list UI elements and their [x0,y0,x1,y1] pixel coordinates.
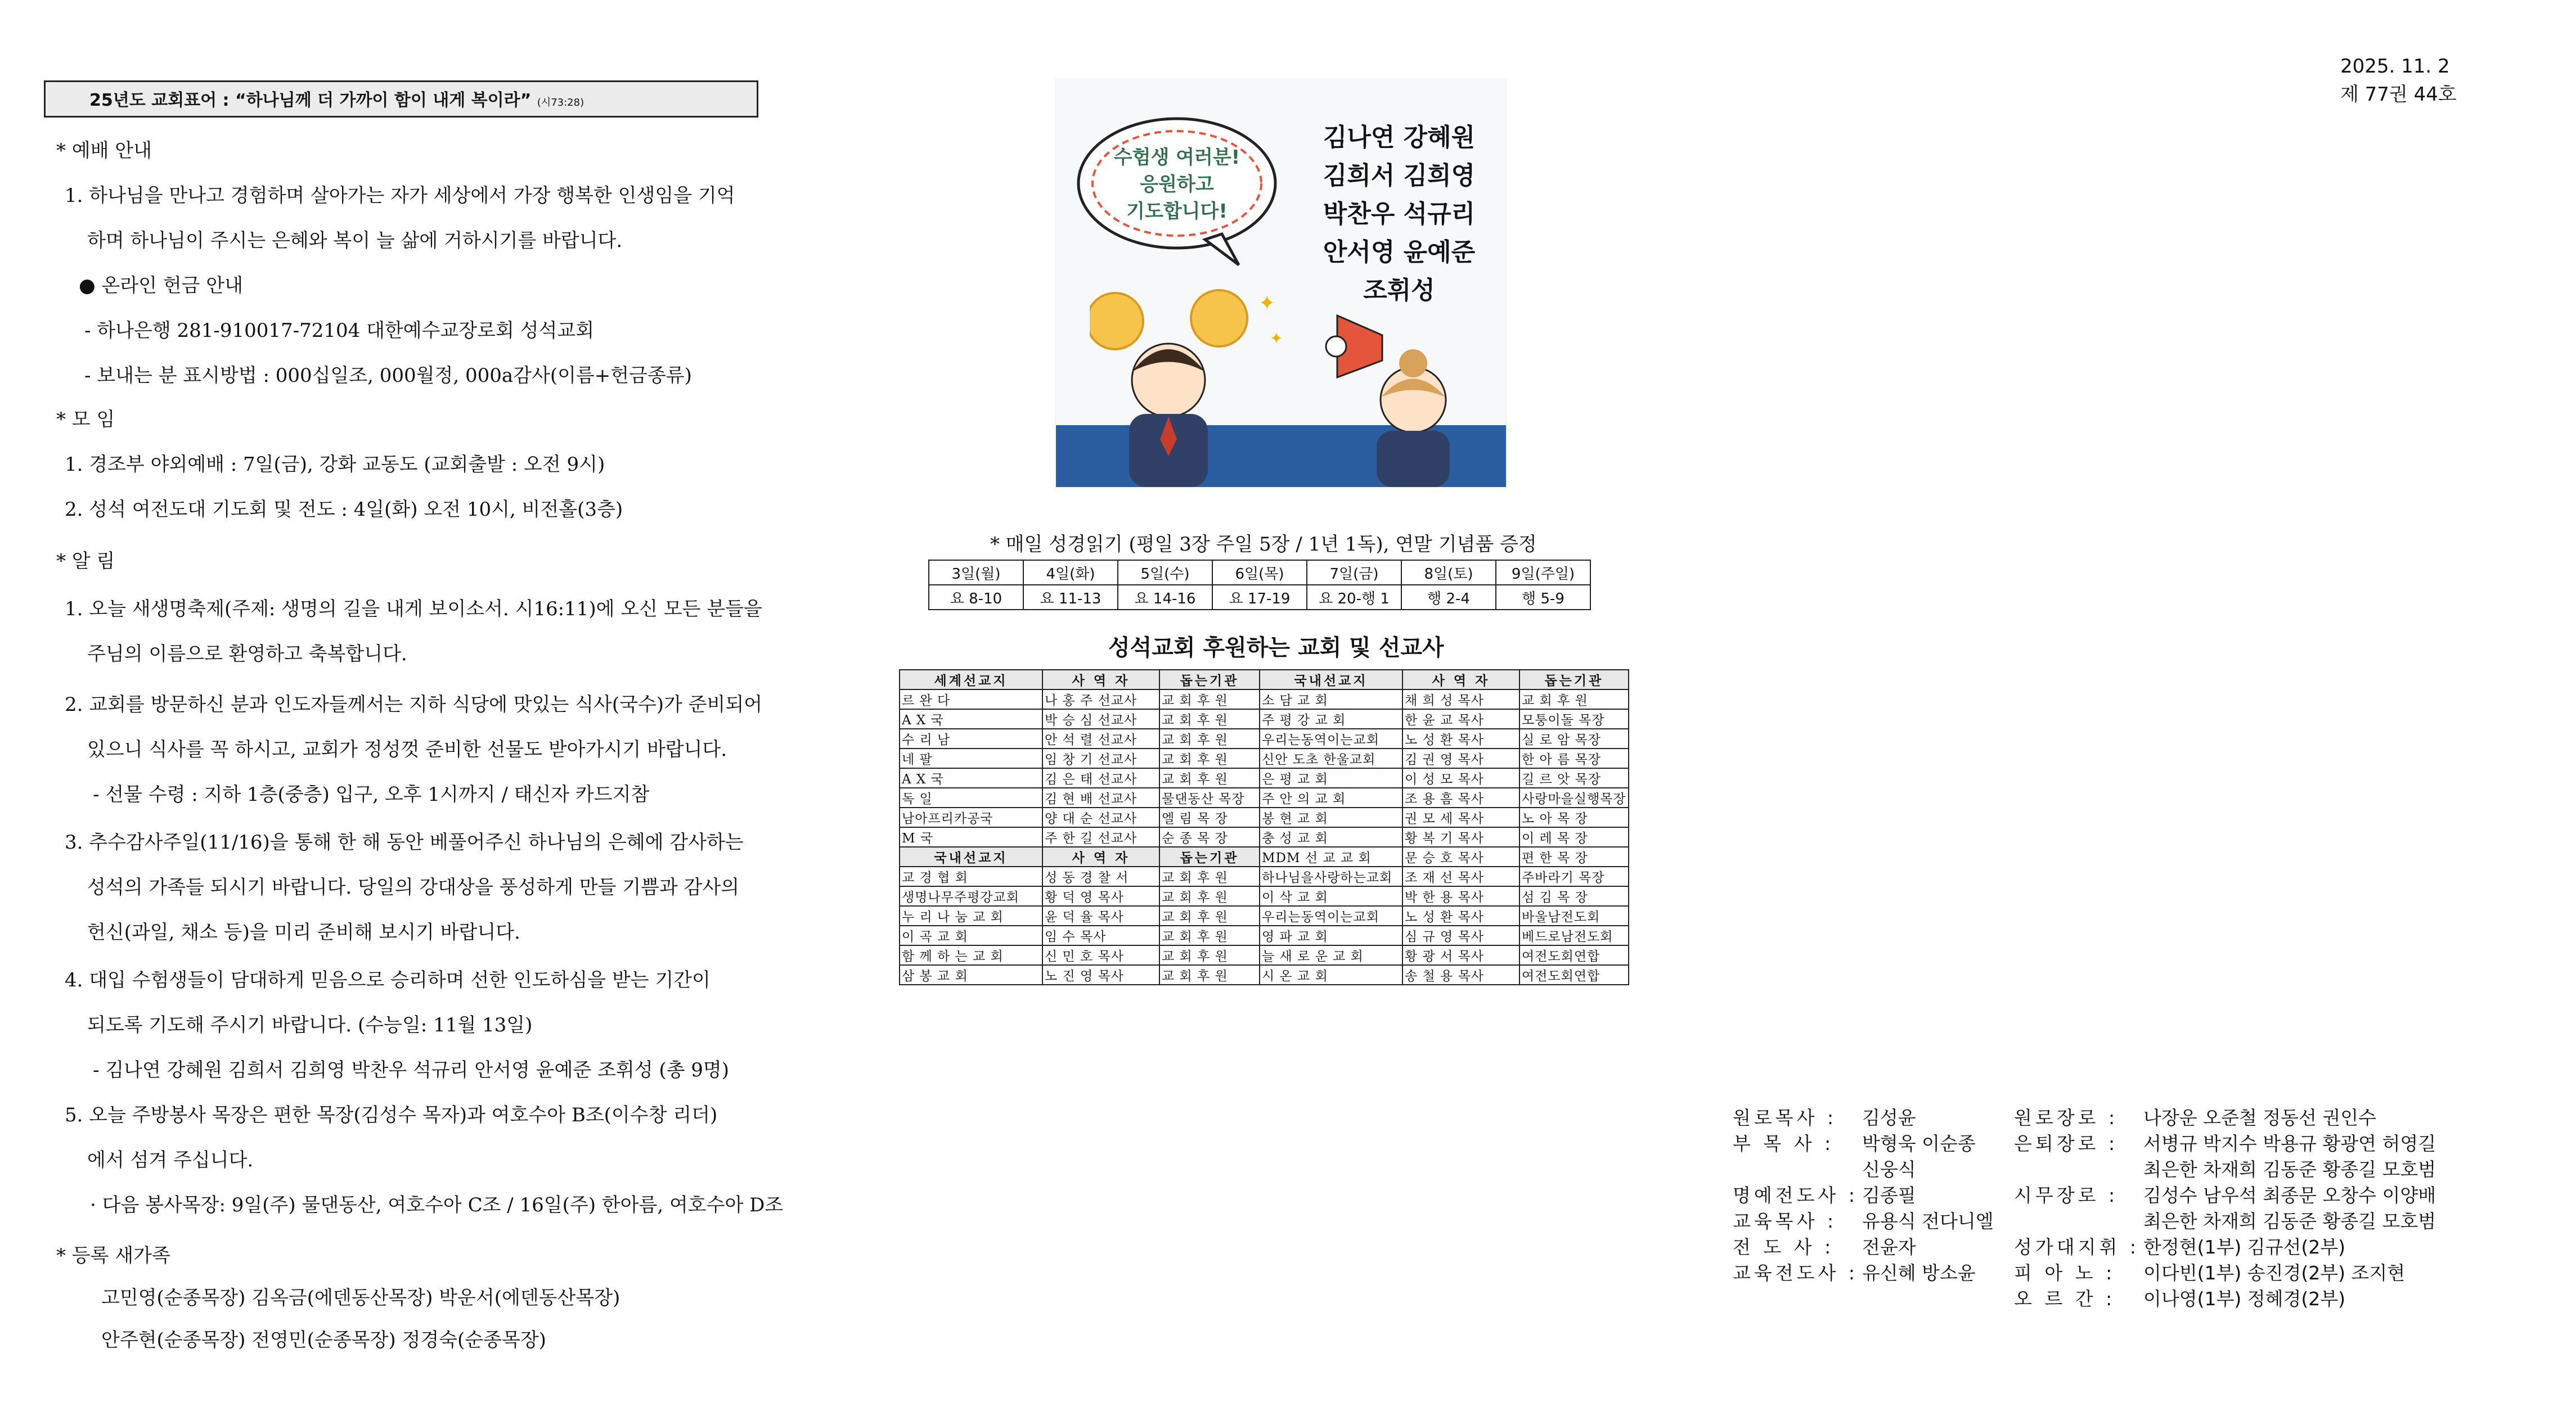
staff-names: 신웅식 [1862,1158,1916,1180]
staff-role: 오 르 간 : [2014,1288,2116,1310]
missions-cell: 모퉁이돌 목장 [1519,709,1629,729]
missions-cell: 르 완 다 [900,689,1042,709]
missions-table [899,669,1629,985]
staff-role: 피 아 노 : [2014,1262,2116,1284]
names-line3: 박찬우 석규리 [1323,200,1476,228]
missions-cell: 안 석 렬 선교사 [1042,729,1159,749]
missions-header-world: 세계선교지 [900,670,1042,689]
missions-cell: 주 평 강 교 회 [1260,709,1402,729]
missions-cell: 교 회 후 원 [1159,867,1260,886]
missions-cell: 은 평 교 회 [1260,768,1402,788]
missions-header-missionary: 사 역 자 [1402,670,1519,689]
staff-names: 김종필 [1862,1184,1916,1206]
missions-cell: 교 회 후 원 [1159,906,1260,926]
missions-cell: 남아프리카공국 [900,808,1042,827]
worship-title: * 예배 안내 [56,139,152,162]
missions-cell: 주바라기 목장 [1519,867,1629,886]
staff-line [2014,1260,2436,1286]
missions-row [900,847,1629,867]
missions-cell: 여전도회연합 [1519,945,1629,965]
missions-cell: A X 국 [900,768,1042,788]
bubble-line3: 기도합니다! [1126,200,1228,223]
missions-cell: 우리는동역이는교회 [1260,729,1402,749]
missions-row [900,965,1629,985]
names-line4: 안서영 윤예준 [1323,238,1476,267]
missions-cell: 봉 현 교 회 [1260,808,1402,827]
missions-row [900,808,1629,827]
missions-row [900,749,1629,768]
missions-cell: 교 회 후 원 [1159,886,1260,906]
staff-line [2014,1209,2436,1234]
missions-cell: 노 진 영 목사 [1042,965,1159,985]
missions-cell: 교 회 후 원 [1159,689,1260,709]
staff-line [1733,1157,1994,1183]
missions-cell: 노 성 환 목사 [1402,729,1519,749]
staff-names: 이나영(1부) 정혜경(2부) [2143,1288,2346,1310]
missions-cell: 교 회 후 원 [1159,965,1260,985]
missions-row [900,867,1629,886]
missions-cell: 황 광 서 목사 [1402,945,1519,965]
missions-cell: 함 께 하 는 교 회 [900,945,1042,965]
missions-row [900,670,1629,689]
staff-names: 박형욱 이순종 [1862,1133,1976,1155]
staff-line [2014,1234,2436,1260]
missions-cell: 네 팔 [900,749,1042,768]
notice-1b: 주님의 이름으로 환영하고 축복합니다. [87,643,407,665]
students-drawing [1090,287,1495,487]
svg-text:✦: ✦ [1258,292,1276,315]
bible-reading-cell: 요 11-13 [1023,585,1118,610]
staff-line [1733,1234,1994,1260]
missions-cell: 이 성 모 목사 [1402,768,1519,788]
missions-cell: MDM 선 교 교 회 [1260,847,1402,867]
missions-row [900,906,1629,926]
issue-volume: 제 77권 44호 [2340,83,2457,106]
missions-header-domestic: 국내선교지 [900,847,1042,867]
missions-cell: 영 파 교 회 [1260,926,1402,945]
bible-reading-cell: 행 2-4 [1401,585,1496,610]
issue-info [2340,52,2457,109]
notice-3a: 3. 추수감사주일(11/16)을 통해 한 해 동안 베풀어주신 하나님의 은혜에 감사하는 [65,831,744,854]
bible-day-cell: 9일(주일) [1496,560,1590,585]
staff-right [2014,1105,2436,1312]
missions-cell: 교 회 후 원 [1159,709,1260,729]
missions-row [900,768,1629,788]
missions-cell: 베드로남전도회 [1519,926,1629,945]
staff-line [2014,1286,2436,1312]
missions-cell: 이 레 목 장 [1519,827,1629,847]
missions-row [900,729,1629,749]
missions-cell: 우리는동역이는교회 [1260,906,1402,926]
meeting-item1: 1. 경조부 야외예배 : 7일(금), 강화 교동도 (교회출발 : 오전 9시) [65,453,605,476]
missions-cell: 임 수 목사 [1042,926,1159,945]
missions-cell: 노 아 목 장 [1519,808,1629,827]
missions-cell: 편 한 목 장 [1519,847,1629,867]
notice-2b: 있으니 식사를 꼭 하시고, 교회가 정성껏 준비한 선물도 받아가시기 바랍니다. [87,738,727,761]
bible-reading-cell: 행 5-9 [1496,585,1590,610]
missions-cell: 박 한 용 목사 [1402,886,1519,906]
bible-day-cell: 4일(화) [1023,560,1118,585]
missions-cell: 신 민 호 목사 [1042,945,1159,965]
online-bank-account: - 하나은행 281-910017-72104 대한예수교장로회 성석교회 [84,319,595,342]
staff-line [1733,1260,1994,1286]
staff-names: 최은한 차재희 김동준 황종길 모호범 [2143,1158,2436,1180]
missions-cell: 누 리 나 눔 교 회 [900,906,1042,926]
notice-title: * 알 림 [56,550,115,572]
bible-day-cell: 6일(목) [1212,560,1307,585]
staff-role: 교육목사 : [1733,1210,1837,1232]
notice-5b: 에서 섬겨 주십니다. [87,1149,254,1171]
missions-cell: 생명나무주평강교회 [900,886,1042,906]
svg-text:✦: ✦ [1270,329,1283,348]
bible-day-cell: 5일(수) [1118,560,1212,585]
bible-day-cell: 7일(금) [1307,560,1401,585]
missions-cell: 김 권 영 목사 [1402,749,1519,768]
missions-cell: 송 철 용 목사 [1402,965,1519,985]
missions-cell: 물댄동산 목장 [1159,788,1260,808]
missions-row [900,788,1629,808]
notice-2c: - 선물 수령 : 지하 1층(중층) 입구, 오후 1시까지 / 태신자 카드지참 [93,783,650,806]
motto-reference: (시73:28) [537,97,585,109]
missions-row [900,689,1629,709]
missions-cell: 여전도회연합 [1519,965,1629,985]
names-line5: 조휘성 [1363,276,1435,305]
staff-line [1733,1105,1994,1131]
missions-cell: M 국 [900,827,1042,847]
motto-text: 25년도 교회표어 : “하나님께 더 가까이 함이 내게 복이라” [89,91,532,110]
register-title: * 등록 새가족 [56,1245,170,1267]
missions-row [900,945,1629,965]
missions-cell: 한 아 름 목장 [1519,749,1629,768]
missions-cell: 성 동 경 찰 서 [1042,867,1159,886]
missions-header-missionary: 사 역 자 [1042,670,1159,689]
staff-names: 최은한 차재희 김동준 황종길 모호범 [2143,1210,2436,1232]
missions-row [900,926,1629,945]
worship-item1-b: 하며 하나님이 주시는 은혜와 복이 늘 삶에 거하시기를 바랍니다. [87,229,623,252]
missions-cell: 수 리 남 [900,729,1042,749]
missions-cell: 양 대 순 선교사 [1042,808,1159,827]
register-line1: 고민영(순종목장) 김옥금(에덴동산목장) 박운서(에덴동산목장) [101,1287,621,1309]
missions-cell: 길 르 앗 목장 [1519,768,1629,788]
missions-cell: 교 회 후 원 [1159,945,1260,965]
missions-cell: 채 희 성 목사 [1402,689,1519,709]
register-line2: 안주현(순종목장) 전영민(순종목장) 정경숙(순종목장) [101,1329,546,1351]
missions-title: 성석교회 후원하는 교회 및 선교사 [1108,635,1444,661]
notice-4a: 4. 대입 수험생들이 담대하게 믿음으로 승리하며 선한 인도하심을 받는 기간이 [65,969,711,991]
missions-cell: 신안 도초 한울교회 [1260,749,1402,768]
staff-names: 서병규 박지수 박용규 황광연 허영길 [2143,1133,2436,1155]
staff-line [2014,1105,2436,1131]
missions-cell: 사랑마을실행목장 [1519,788,1629,808]
missions-cell: 권 모 세 목사 [1402,808,1519,827]
missions-cell: A X 국 [900,709,1042,729]
missions-cell: 교 회 후 원 [1159,926,1260,945]
notice-3b: 성석의 가족들 되시기 바랍니다. 당일의 강대상을 풍성하게 만들 기쁨과 감사의 [87,876,740,899]
names-line1: 김나연 강혜원 [1323,123,1476,152]
missions-cell: 시 온 교 회 [1260,965,1402,985]
staff-names: 이다빈(1부) 송진경(2부) 조지현 [2143,1262,2406,1284]
staff-role: 명예전도사 : [1733,1184,1858,1206]
notice-4c: - 김나연 강혜원 김희서 김희영 박찬우 석규리 안서영 윤예준 조휘성 (총 9명) [93,1059,730,1081]
missions-cell: 조 재 선 목사 [1402,867,1519,886]
missions-cell: 노 성 환 목사 [1402,906,1519,926]
exam-cheer-illustration [1055,79,1507,488]
missions-cell: 이 곡 교 회 [900,926,1042,945]
staff-line [1733,1131,1994,1157]
staff-role: 교육전도사 : [1733,1262,1858,1284]
staff-line [2014,1183,2436,1209]
staff-line [2014,1131,2436,1157]
staff-names: 유신혜 방소윤 [1862,1262,1976,1284]
missions-cell: 한 윤 교 목사 [1402,709,1519,729]
missions-cell: 황 덕 영 목사 [1042,886,1159,906]
bible-reading-caption: * 매일 성경읽기 (평일 3장 주일 5장 / 1년 1독), 연말 기념품 증정 [990,533,1537,556]
missions-cell: 늘 새 로 운 교 회 [1260,945,1402,965]
missions-cell: 실 로 암 목장 [1519,729,1629,749]
bible-day-cell: 8일(토) [1401,560,1496,585]
issue-date: 2025. 11. 2 [2340,55,2450,78]
missions-header-org: 돕는기관 [1519,670,1629,689]
missions-cell: 문 승 호 목사 [1402,847,1519,867]
bubble-line2: 응원하고 [1140,173,1214,196]
notice-4b: 되도록 기도해 주시기 바랍니다. (수능일: 11월 13일) [87,1014,533,1036]
online-sender-method: - 보내는 분 표시방법 : 000십일조, 000월정, 000a감사(이름+헌금종류) [84,364,692,387]
staff-names: 나장운 오준철 정동선 권인수 [2143,1107,2377,1129]
staff-line [2014,1157,2436,1183]
missions-cell: 충 성 교 회 [1260,827,1402,847]
bible-reading-cell: 요 14-16 [1118,585,1212,610]
missions-cell: 임 창 기 선교사 [1042,749,1159,768]
bible-day-cell: 3일(월) [929,560,1023,585]
missions-cell: 엘 림 목 장 [1159,808,1260,827]
missions-cell: 교 회 후 원 [1519,689,1629,709]
notice-3c: 헌신(과일, 채소 등)을 미리 준비해 보시기 바랍니다. [87,921,520,944]
worship-item1-a: 1. 하나님을 만나고 경험하며 살아가는 자가 세상에서 가장 행복한 인생임을 기억 [65,184,735,207]
missions-cell: 교 회 후 원 [1159,749,1260,768]
bubble-text [1081,144,1273,225]
missions-header-missionary: 사 역 자 [1042,847,1159,867]
staff-role: 원로목사 : [1733,1107,1837,1129]
church-motto [44,80,758,118]
missions-cell: 나 홍 주 선교사 [1042,689,1159,709]
bubble-line1: 수험생 여러분! [1113,146,1240,169]
missions-cell: 주 한 길 선교사 [1042,827,1159,847]
notice-5c: · 다음 봉사목장: 9일(주) 물댄동산, 여호수아 C조 / 16일(주) 한아름, 여호수아 D조 [90,1194,784,1216]
missions-cell: 이 삭 교 회 [1260,886,1402,906]
missions-cell: 교 회 후 원 [1159,729,1260,749]
missions-cell: 교 경 협 회 [900,867,1042,886]
staff-names: 전윤자 [1862,1236,1916,1258]
notice-2a: 2. 교회를 방문하신 분과 인도자들께서는 지하 식당에 맛있는 식사(국수)가 준비되어 [65,693,763,716]
missions-cell: 주 안 의 교 회 [1260,788,1402,808]
missions-header-domestic: 국내선교지 [1260,670,1402,689]
staff-left [1733,1105,1994,1286]
missions-cell: 윤 덕 율 목사 [1042,906,1159,926]
missions-cell: 교 회 후 원 [1159,768,1260,788]
bible-row-days [929,560,1590,585]
staff-role: 전 도 사 : [1733,1236,1835,1258]
online-offering-title: ● 온라인 헌금 안내 [79,274,243,297]
staff-line [1733,1209,1994,1234]
student-names [1298,119,1500,310]
missions-row [900,886,1629,906]
missions-cell: 하나님을사랑하는교회 [1260,867,1402,886]
bible-reading-cell: 요 20-행 1 [1307,585,1401,610]
staff-names: 유용식 전다니엘 [1862,1210,1994,1232]
missions-cell: 황 복 기 목사 [1402,827,1519,847]
missions-row [900,709,1629,729]
meeting-item2: 2. 성석 여전도대 기도회 및 전도 : 4일(화) 오전 10시, 비전홀(3층) [65,498,623,521]
staff-names: 한정현(1부) 김규선(2부) [2143,1236,2346,1258]
staff-role: 시무장로 : [2014,1184,2119,1206]
missions-cell: 조 용 흠 목사 [1402,788,1519,808]
missions-row [900,827,1629,847]
staff-line [1733,1183,1994,1209]
missions-cell: 김 현 배 선교사 [1042,788,1159,808]
staff-role: 원로장로 : [2014,1107,2119,1129]
missions-cell: 바울남전도회 [1519,906,1629,926]
notice-5a: 5. 오늘 주방봉사 목장은 편한 목장(김성수 목자)과 여호수아 B조(이수창 리더) [65,1104,718,1126]
bible-row-readings [929,585,1590,610]
staff-role: 성가대지휘 : [2014,1236,2139,1258]
staff-role: 부 목 사 : [1733,1133,1835,1155]
meeting-title: * 모 임 [56,408,115,431]
names-line2: 김희서 김희영 [1323,161,1476,190]
missions-cell: 김 은 태 선교사 [1042,768,1159,788]
staff-names: 김성수 남우석 최종문 오창수 이양배 [2143,1184,2436,1206]
bible-reading-cell: 요 8-10 [929,585,1023,610]
missions-cell: 삼 봉 교 회 [900,965,1042,985]
staff-names: 김성윤 [1862,1107,1916,1129]
missions-cell: 박 승 심 선교사 [1042,709,1159,729]
missions-cell: 독 일 [900,788,1042,808]
missions-cell: 심 규 영 목사 [1402,926,1519,945]
staff-role: 은퇴장로 : [2014,1133,2119,1155]
missions-header-org: 돕는기관 [1159,670,1260,689]
missions-cell: 순 종 목 장 [1159,827,1260,847]
notice-1a: 1. 오늘 새생명축제(주제: 생명의 길을 내게 보이소서. 시16:11)에 오신 모든 분들을 [65,598,762,620]
missions-cell: 소 담 교 회 [1260,689,1402,709]
bible-reading-cell: 요 17-19 [1212,585,1307,610]
missions-cell: 섬 김 목 장 [1519,886,1629,906]
missions-header-org: 돕는기관 [1159,847,1260,867]
bible-reading-table [928,560,1591,610]
